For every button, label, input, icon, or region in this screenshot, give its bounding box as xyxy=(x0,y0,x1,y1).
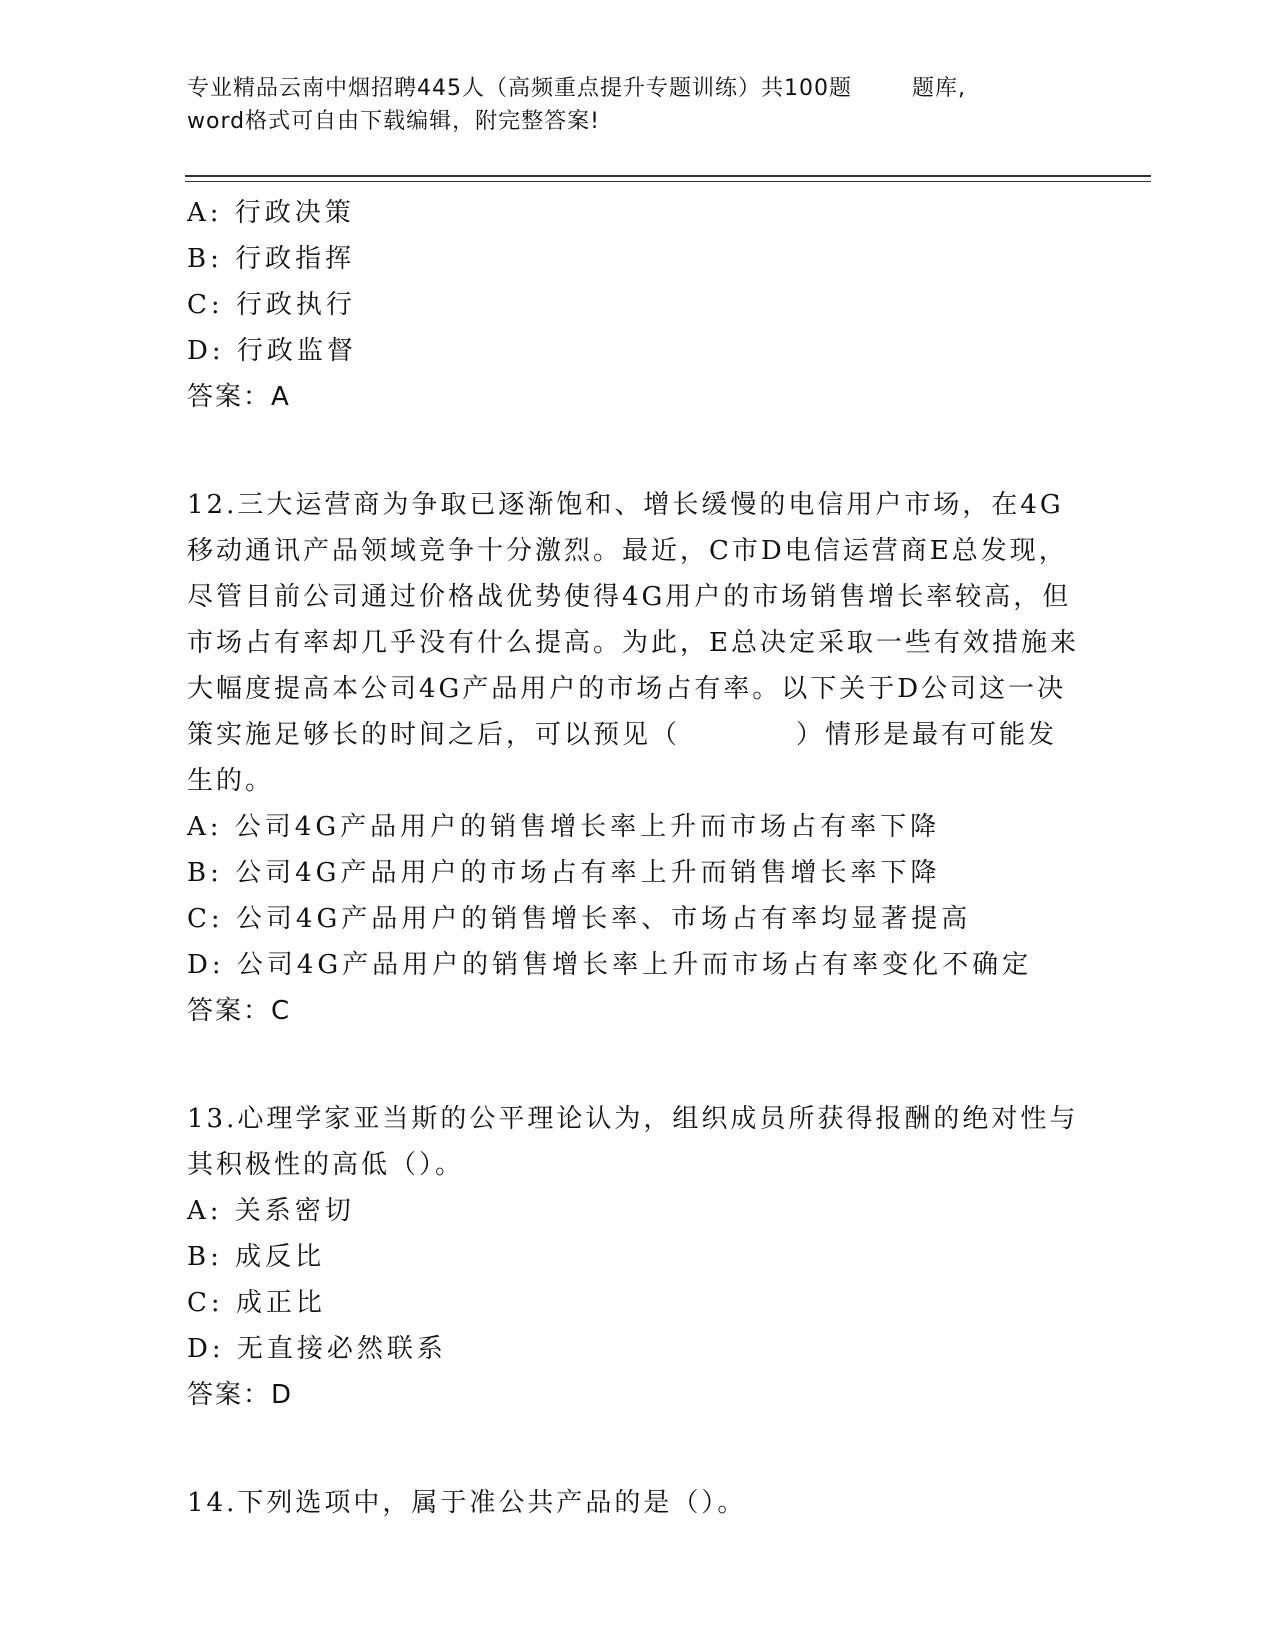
question-line: 市场占有率却几乎没有什么提高。为此，E总决定采取一些有效措施来 xyxy=(187,628,1079,658)
question-11-options xyxy=(187,190,1077,374)
header-divider-thin xyxy=(185,181,1151,182)
document-body xyxy=(187,190,1077,1526)
question-line: 其积极性的高低（）。 xyxy=(187,1150,465,1180)
question-line: 14.下列选项中，属于准公共产品的是（）。 xyxy=(187,1488,747,1518)
option-d: D: 无直接必然联系 xyxy=(187,1334,447,1364)
question-line: 12.三大运营商为争取已逐渐饱和、增长缓慢的电信用户市场，在4G xyxy=(187,490,1064,520)
option-a: A: 公司4G产品用户的销售增长率上升而市场占有率下降 xyxy=(187,812,941,842)
question-12-text xyxy=(187,482,1077,804)
question-line: 移动通讯产品领域竞争十分激烈。最近，C市D电信运营商E总发现， xyxy=(187,536,1068,566)
header-divider-thick xyxy=(185,175,1151,177)
option-c: C: 公司4G产品用户的销售增长率、市场占有率均显著提高 xyxy=(187,904,972,934)
question-12-options xyxy=(187,804,1077,988)
option-b: B: 行政指挥 xyxy=(187,244,356,274)
question-14-text xyxy=(187,1480,1077,1526)
question-line: 生的。 xyxy=(187,766,275,796)
answer: 答案：A xyxy=(187,382,291,412)
header-line-1 xyxy=(187,74,966,104)
header-title-suffix: 题库, xyxy=(911,76,966,101)
question-line: 13.心理学家亚当斯的公平理论认为，组织成员所获得报酬的绝对性与 xyxy=(187,1104,1079,1134)
option-d: D: 公司4G产品用户的销售增长率上升而市场占有率变化不确定 xyxy=(187,950,1033,980)
option-a: A: 行政决策 xyxy=(187,198,355,228)
option-d: D: 行政监督 xyxy=(187,336,357,366)
option-c: C: 成正比 xyxy=(187,1288,326,1318)
question-line: 策实施足够长的时间之后，可以预见（ ）情形是最有可能发 xyxy=(187,720,1058,750)
option-b: B: 成反比 xyxy=(187,1242,326,1272)
option-a: A: 关系密切 xyxy=(187,1196,355,1226)
header-line-2: word格式可自由下载编辑，附完整答案! xyxy=(187,109,600,134)
option-c: C: 行政执行 xyxy=(187,290,356,320)
question-13-options xyxy=(187,1188,1077,1372)
header-title: 专业精品云南中烟招聘445人（高频重点提升专题训练）共100题 xyxy=(187,76,852,101)
question-line: 尽管目前公司通过价格战优势使得4G用户的市场销售增长率较高，但 xyxy=(187,582,1072,612)
question-13-text xyxy=(187,1096,1077,1188)
question-line: 大幅度提高本公司4G产品用户的市场占有率。以下关于D公司这一决 xyxy=(187,674,1067,704)
answer: 答案：C xyxy=(187,996,292,1026)
answer: 答案：D xyxy=(187,1380,294,1410)
option-b: B: 公司4G产品用户的市场占有率上升而销售增长率下降 xyxy=(187,858,941,888)
